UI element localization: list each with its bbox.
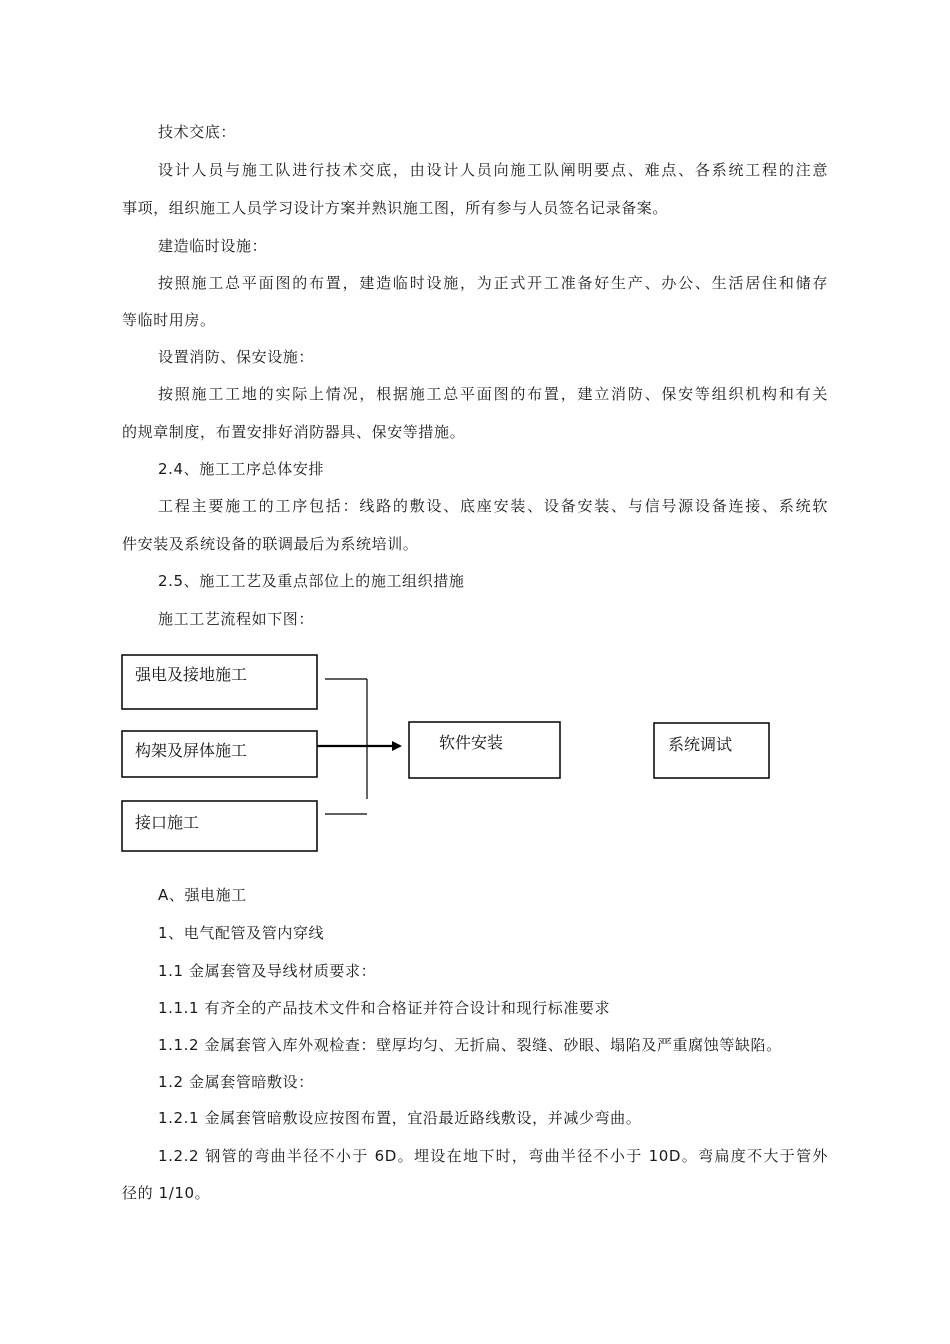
paragraph-line: 1.1.2 金属套管入库外观检查：壁厚均匀、无折扁、裂缝、砂眼、塌陷及严重腐蚀等缺陷。 [158,1036,782,1054]
paragraph-line: 设计人员与施工队进行技术交底，由设计人员向施工队阐明要点、难点、各系统工程的注意 [158,161,828,179]
section-heading-1-2: 1.2 金属套管暗敷设： [158,1073,314,1091]
paragraph-line: 按照施工工地的实际上情况，根据施工总平面图的布置，建立消防、保安等组织机构和有关 [158,385,828,403]
paragraph-line: 1.2.1 金属套管暗敷设应按图布置，宜沿最近路线敷设，并减少弯曲。 [158,1109,642,1127]
section-heading-1-1: 1.1 金属套管及导线材质要求： [158,962,377,980]
paragraph-line: 径的 1/10。 [122,1184,211,1202]
section-heading-2-5: 2.5、施工工艺及重点部位上的施工组织措施 [158,572,465,590]
flow-box-label: 强电及接地施工 [135,665,248,684]
heading-fire-security: 设置消防、保安设施： [158,348,315,366]
flow-box-label: 接口施工 [135,813,200,832]
paragraph-line: 1.2.2 钢管的弯曲半径不小于 6D。埋设在地下时，弯曲半径不小于 10D。弯扁度不大于管外 [158,1147,828,1165]
heading-technical-briefing: 技术交底： [158,123,237,141]
paragraph-line: 1.1.1 有齐全的产品技术文件和合格证并符合设计和现行标准要求 [158,999,611,1017]
flow-box-label: 软件安装 [439,733,504,752]
paragraph-line: 按照施工总平面图的布置，建造临时设施，为正式开工准备好生产、办公、生活居住和储存 [158,274,828,292]
flow-box-label: 构架及屏体施工 [135,741,248,760]
paragraph-line: 的规章制度，布置安排好消防器具、保安等措施。 [122,423,466,441]
section-heading-a: A、强电施工 [158,886,247,904]
heading-temporary-facilities: 建造临时设施： [158,237,268,255]
paragraph-line: 等临时用房。 [122,311,216,329]
flow-box-label: 系统调试 [668,735,733,754]
paragraph-line: 事项，组织施工人员学习设计方案并熟识施工图，所有参与人员签名记录备案。 [122,199,669,217]
flowchart-caption: 施工工艺流程如下图： [158,610,315,628]
section-heading-1: 1、电气配管及管内穿线 [158,924,325,942]
paragraph-line: 工程主要施工的工序包括：线路的敷设、底座安装、设备安装、与信号源设备连接、系统软 [158,497,828,515]
paragraph-line: 件安装及系统设备的联调最后为系统培训。 [122,535,419,553]
section-heading-2-4: 2.4、施工工序总体安排 [158,460,325,478]
